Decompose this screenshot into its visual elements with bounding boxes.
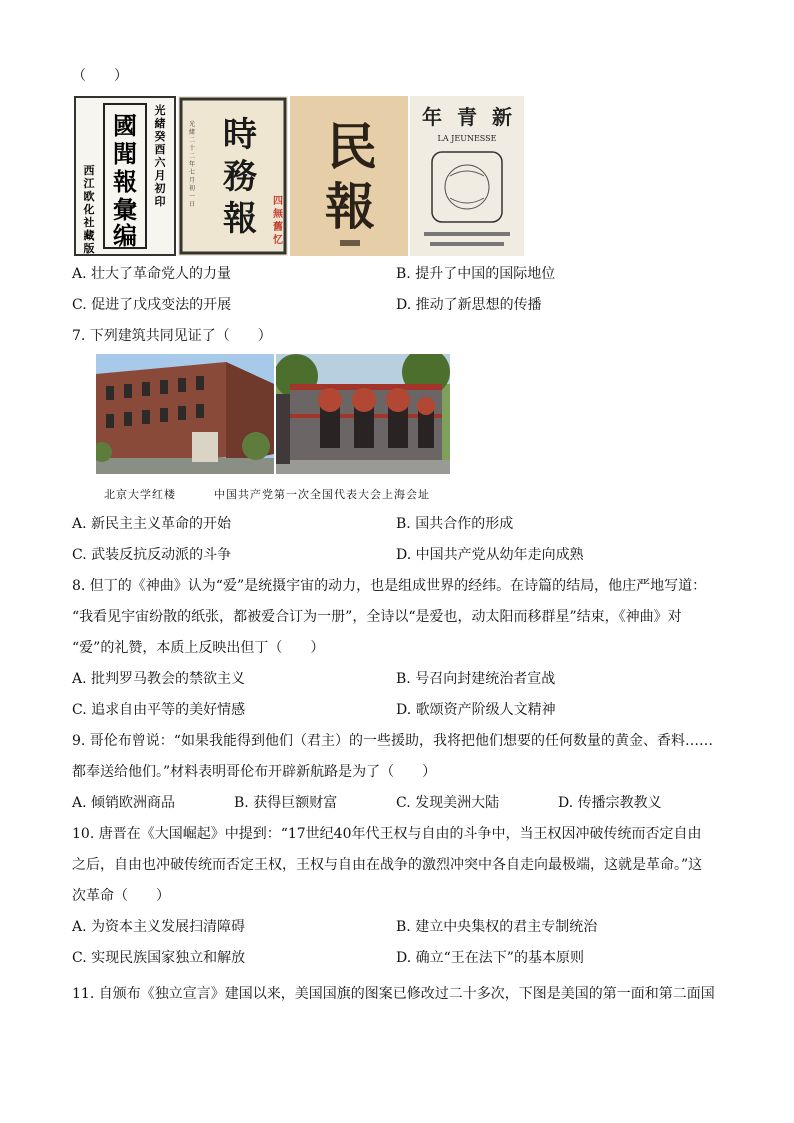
svg-text:光: 光 <box>188 121 196 128</box>
svg-text:四: 四 <box>273 196 283 207</box>
q9-option-b[interactable]: B. 获得巨额财富 <box>234 795 338 811</box>
caption-peking-university-red-building: 北京大学红楼 <box>104 488 176 501</box>
minbao-char-1: 民 <box>327 117 377 176</box>
svg-text:無: 無 <box>273 209 283 220</box>
svg-text:光: 光 <box>154 104 166 117</box>
guowen-char-1: 國 <box>113 111 137 140</box>
q9-stem-line-2: 都奉送给他们。”材料表明哥伦布开辟新航路是为了（ ） <box>72 764 437 780</box>
q8-stem-line-1: 8. 但丁的《神曲》认为“爱”是统摄宇宙的动力，也是组成世界的经纬。在诗篇的结局，他庄严地写道： <box>72 578 707 594</box>
q6-option-b[interactable]: B. 提升了中国的国际地位 <box>396 266 556 282</box>
svg-text:欧: 欧 <box>83 190 95 203</box>
q10-stem-line-1: 10. 唐晋在《大国崛起》中提到：“17世纪40年代王权与自由的斗争中，当王权因冲破传统而否定自由 <box>72 826 702 842</box>
svg-text:六: 六 <box>154 156 166 169</box>
shiwu-char-1: 時 <box>223 115 257 155</box>
svg-text:酉: 酉 <box>154 143 166 156</box>
q8-option-a[interactable]: A. 批判罗马教会的禁欲主义 <box>72 671 246 687</box>
xqn-char-1: 年 <box>422 105 442 129</box>
svg-text:化: 化 <box>83 203 95 216</box>
q11-stem-line-1: 11. 自颁布《独立宣言》建国以来，美国国旗的图案已修改过二十多次，下图是美国的第一面和第二面国 <box>72 986 715 1002</box>
svg-text:年: 年 <box>188 161 196 168</box>
svg-text:初: 初 <box>154 182 166 195</box>
q7-option-b[interactable]: B. 国共合作的形成 <box>396 516 514 532</box>
q9-option-c[interactable]: C. 发现美洲大陆 <box>396 795 500 811</box>
shiwu-char-3: 報 <box>223 199 257 239</box>
svg-text:江: 江 <box>83 177 95 190</box>
svg-text:舊: 舊 <box>273 222 283 233</box>
q10-option-b[interactable]: B. 建立中央集权的君主专制统治 <box>396 919 598 935</box>
q8-option-b[interactable]: B. 号召向封建统治者宣战 <box>396 671 556 687</box>
svg-text:緒: 緒 <box>154 117 166 130</box>
newspaper-shiwubao-image <box>178 96 288 256</box>
q6-stem-tail: （ ） <box>72 68 128 84</box>
guowen-char-3: 報 <box>113 167 137 196</box>
q8-option-c[interactable]: C. 追求自由平等的美好情感 <box>72 702 246 718</box>
caption-cpc-first-congress-site: 中国共产党第一次全国代表大会上海会址 <box>214 488 430 501</box>
q10-stem-line-2: 之后，自由也冲破传统而否定王权，王权与自由在战争的激烈冲突中各自走向最极端，这就是革命。”这 <box>72 857 703 873</box>
q10-option-a[interactable]: A. 为资本主义发展扫清障碍 <box>72 919 246 935</box>
q6-option-a[interactable]: A. 壮大了革命党人的力量 <box>72 266 232 282</box>
svg-text:一: 一 <box>188 193 196 200</box>
xqn-char-2: 青 <box>457 105 477 129</box>
q8-stem-line-3: “爱”的礼赞，本质上反映出但丁（ ） <box>72 640 325 656</box>
q9-option-d[interactable]: D. 传播宗教教义 <box>558 795 662 811</box>
svg-text:七: 七 <box>188 169 196 176</box>
svg-text:藏: 藏 <box>83 229 95 242</box>
q10-option-c[interactable]: C. 实现民族国家独立和解放 <box>72 950 246 966</box>
minbao-char-2: 報 <box>325 177 375 236</box>
q7-option-c[interactable]: C. 武装反抗反动派的斗争 <box>72 547 232 563</box>
svg-text:二: 二 <box>188 153 196 160</box>
svg-text:日: 日 <box>188 201 196 208</box>
svg-text:初: 初 <box>188 185 196 192</box>
newspaper-xinqingnian-image <box>410 96 524 256</box>
q7-option-a[interactable]: A. 新民主主义革命的开始 <box>72 516 232 532</box>
svg-text:月: 月 <box>188 177 196 184</box>
guowen-char-4: 彙 <box>113 195 137 224</box>
q9-option-a[interactable]: A. 倾销欧洲商品 <box>72 795 176 811</box>
xqn-char-3: 新 <box>492 105 512 129</box>
newspaper-guowenbao-image <box>74 96 176 256</box>
svg-text:忆: 忆 <box>273 235 283 246</box>
guowen-char-2: 聞 <box>113 139 137 168</box>
svg-text:印: 印 <box>154 195 166 208</box>
peking-university-red-building-image <box>96 354 274 474</box>
xqn-subtitle-svg: LA JEUNESSE <box>437 134 497 143</box>
svg-text:西: 西 <box>83 164 95 177</box>
q10-stem-line-3: 次革命（ ） <box>72 888 170 904</box>
q6-option-c[interactable]: C. 促进了戊戌变法的开展 <box>72 297 232 313</box>
q8-stem-line-2: “我看见宇宙纷散的纸张，都被爱合订为一册”，全诗以“是爱也，动太阳而移群星”结束，《神曲》对 <box>72 609 682 625</box>
q7-stem: 7. 下列建筑共同见证了（ ） <box>72 328 272 344</box>
svg-text:十: 十 <box>188 145 196 152</box>
svg-text:緒: 緒 <box>188 129 196 136</box>
q8-option-d[interactable]: D. 歌颂资产阶级人文精神 <box>396 702 556 718</box>
q7-option-d[interactable]: D. 中国共产党从幼年走向成熟 <box>396 547 584 563</box>
svg-text:月: 月 <box>154 169 166 182</box>
cpc-first-congress-site-image <box>276 354 450 474</box>
svg-text:癸: 癸 <box>154 130 166 143</box>
q10-option-d[interactable]: D. 确立“王在法下”的基本原则 <box>396 950 584 966</box>
newspaper-minbao-image <box>290 96 408 256</box>
svg-text:二: 二 <box>188 137 196 144</box>
q6-option-d[interactable]: D. 推动了新思想的传播 <box>396 297 542 313</box>
q9-stem-line-1: 9. 哥伦布曾说：“如果我能得到他们（君主）的一些援助，我将把他们想要的任何数量的黄金、香料…… <box>72 733 713 749</box>
svg-text:社: 社 <box>83 216 95 229</box>
shiwu-char-2: 務 <box>223 157 257 197</box>
guowen-char-5: 编 <box>113 221 137 250</box>
svg-text:版: 版 <box>83 242 95 254</box>
